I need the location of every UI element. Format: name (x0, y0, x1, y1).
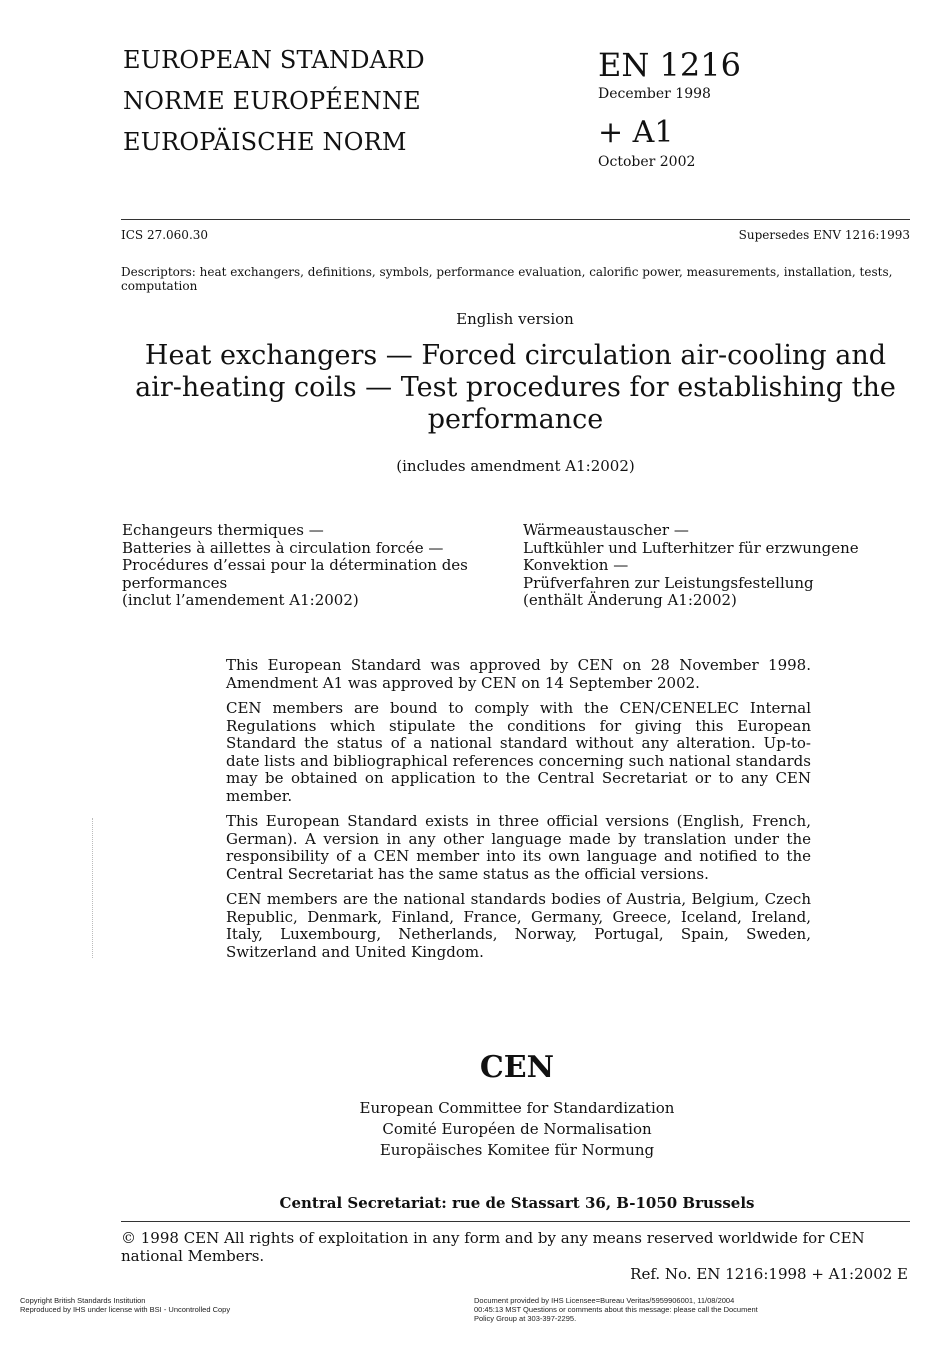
license-line: Document provided by IHS Licensee=Bureau Veritas/5959906001, 11/08/2004 (474, 1296, 735, 1305)
versions-paragraph: This European Standard exists in three official versions (English, French, German). A version in any other language made by translation under the responsibility of a CEN member into its own language and notified to the Central Secretariat has the same status as the official versions. (226, 812, 811, 883)
french-title (122, 521, 468, 610)
amendment-note: (includes amendment A1:2002) (396, 457, 635, 475)
bottom-divider (121, 1221, 910, 1222)
german-title (523, 522, 863, 610)
license-line: Copyright British Standards Institution (20, 1296, 146, 1305)
french-title-line: (inclut l’amendement A1:2002) (122, 591, 359, 609)
german-title-line: Prüfverfahren zur Leistungsfestellung (523, 573, 814, 592)
members-paragraph: CEN members are the national standards bodies of Austria, Belgium, Czech Republic, Denmark, Finland, France, Germany, Greece, Iceland, Ireland, Italy, Luxembourg, Netherlands, Norway, Portugal, Spain, Sweden, Switzerland and United Kingdom. (226, 890, 811, 961)
german-title-line: Konvektion — (523, 556, 629, 574)
german-title-line: Luftkühler und Lufterhitzer für erzwungene (523, 538, 859, 557)
french-title-line: Batteries à aillettes à circulation forcée — (122, 538, 444, 557)
reference-number: Ref. No. EN 1216:1998 + A1:2002 E (630, 1265, 908, 1283)
top-divider (121, 219, 910, 220)
german-title-line: (enthält Änderung A1:2002) (523, 591, 737, 609)
secretariat-address: Central Secretariat: rue de Stassart 36, B-1050 Brussels (279, 1194, 755, 1212)
ics-code: ICS 27.060.30 (121, 228, 209, 242)
compliance-paragraph: CEN members are bound to comply with the CEN/CENELEC Internal Regulations which stipulate the conditions for giving this European Standard the status of a national standard without any alteration. Up-to-date lists and bibliographical references concerning such national standards may be obtained on application to the Central Secretariat or to any CEN member. (226, 699, 811, 805)
standard-date: December 1998 (598, 86, 711, 102)
margin-mark (92, 818, 97, 958)
committee-name-german: Europäisches Komitee für Normung (379, 1141, 655, 1159)
amendment-number: + A1 (598, 115, 674, 150)
french-title-line: Procédures d’essai pour la détermination des (122, 556, 468, 574)
license-line: 00:45:13 MST Questions or comments about this message: please call the Document (474, 1305, 758, 1314)
version-label: English version (456, 310, 574, 328)
standard-number: EN 1216 (598, 46, 741, 84)
cen-logo: CEN (479, 1050, 555, 1085)
french-title-line: Echangeurs thermiques — (122, 521, 324, 539)
german-title-line: Wärmeaustauscher — (523, 521, 689, 539)
french-title-line: performances (122, 573, 228, 592)
license-note-left (20, 1296, 320, 1314)
license-line: Policy Group at 303-397-2295. (474, 1314, 577, 1323)
supersedes-note: Supersedes ENV 1216:1993 (738, 228, 910, 242)
descriptors: Descriptors: heat exchangers, definitions, symbols, performance evaluation, calorific power, measurements, installation, tests, computation (121, 265, 893, 293)
standard-name-german: EUROPÄISCHE NORM (123, 128, 407, 156)
standard-name-french: NORME EUROPÉENNE (123, 87, 421, 115)
approval-paragraph: This European Standard was approved by CEN on 28 November 1998. Amendment A1 was approved by CEN on 14 September 2002. (226, 656, 811, 692)
document-title: Heat exchangers — Forced circulation air-cooling and air-heating coils — Test procedures for establishing the performance (135, 340, 896, 435)
committee-name-french: Comité Européen de Normalisation (382, 1120, 652, 1138)
license-line: Reproduced by IHS under license with BSI - Uncontrolled Copy (20, 1305, 231, 1314)
license-note-right (474, 1296, 804, 1323)
approval-section (226, 657, 811, 969)
amendment-date: October 2002 (598, 154, 696, 170)
committee-name-english: European Committee for Standardization (359, 1099, 675, 1117)
standard-name-english: EUROPEAN STANDARD (123, 46, 425, 74)
copyright-notice: © 1998 CEN All rights of exploitation in any form and by any means reserved worldwide for CEN national Members. (121, 1229, 865, 1265)
